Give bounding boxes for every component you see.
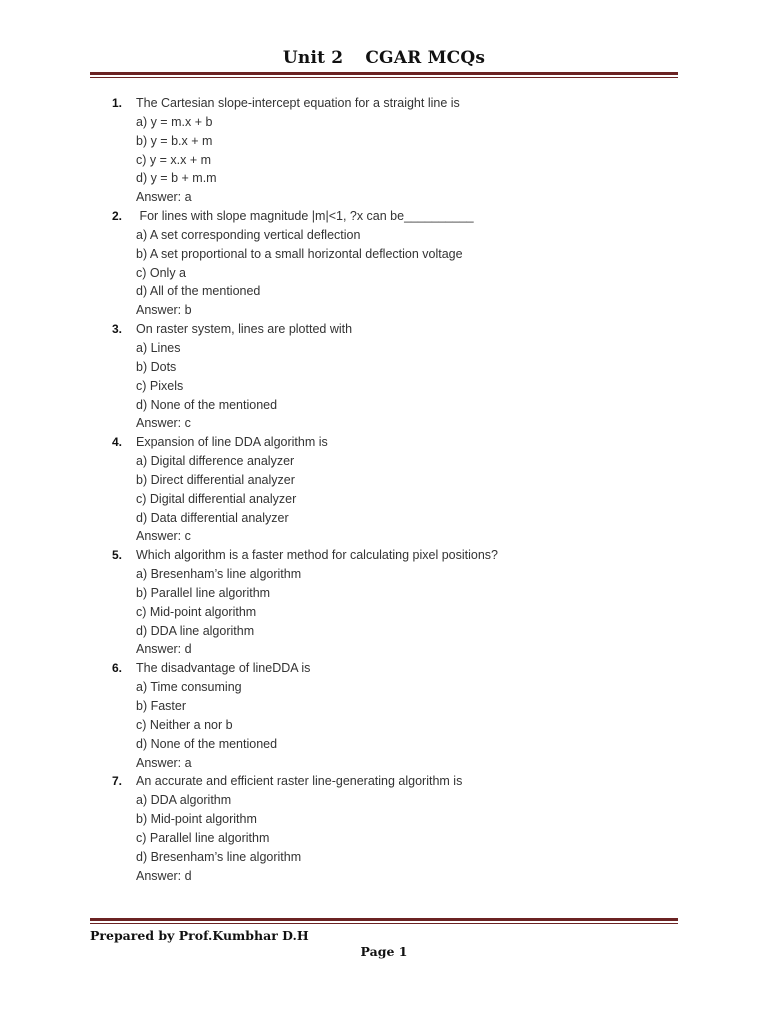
question-list: [100, 94, 660, 885]
question-item: [100, 659, 660, 772]
question-number: 3.: [112, 322, 123, 337]
question-text: The disadvantage of lineDDA is: [136, 661, 311, 676]
page-number: Page 1: [360, 944, 408, 959]
answer-option: b) y = b.x + m: [136, 133, 213, 148]
question-text: For lines with slope magnitude |m|<1, ?x can be__________: [136, 209, 474, 224]
question-item: [100, 546, 660, 659]
answer-option: a) y = m.x + b: [136, 114, 213, 129]
unit-label: Unit 2: [282, 48, 344, 68]
question-item: [100, 320, 660, 433]
answer-key: Answer: b: [136, 303, 192, 318]
page-title: [0, 48, 768, 68]
question-item: [100, 94, 660, 207]
answer-key: Answer: d: [136, 642, 192, 657]
answer-option: a) Lines: [136, 340, 181, 355]
question-number: 6.: [112, 661, 123, 676]
question-number: 7.: [112, 774, 123, 789]
answer-option: b) Faster: [136, 699, 187, 713]
prepared-by: Prepared by Prof.Kumbhar D.H: [90, 928, 309, 943]
question-text: Expansion of line DDA algorithm is: [136, 435, 328, 450]
answer-option: d) Bresenham’s line algorithm: [136, 849, 302, 864]
answer-option: d) DDA line algorithm: [136, 623, 255, 638]
answer-key: Answer: c: [136, 416, 191, 431]
question-number: 1.: [112, 96, 123, 110]
answer-option: a) A set corresponding vertical deflection: [136, 227, 361, 242]
question-text: An accurate and efficient raster line-generating algorithm is: [136, 774, 463, 789]
answer-option: b) Dots: [136, 359, 177, 374]
question-item: [100, 772, 660, 885]
answer-key: Answer: c: [136, 529, 191, 544]
answer-option: c) Mid-point algorithm: [136, 604, 257, 619]
answer-option: d) None of the mentioned: [136, 397, 278, 412]
answer-option: c) Pixels: [136, 378, 184, 393]
answer-key: Answer: a: [136, 190, 192, 205]
footer-divider: [90, 918, 678, 924]
header-divider: [90, 72, 678, 78]
answer-option: d) None of the mentioned: [136, 736, 278, 751]
answer-key: Answer: a: [136, 755, 192, 770]
question-item: [100, 207, 660, 320]
answer-key: Answer: d: [136, 868, 192, 883]
question-text: Which algorithm is a faster method for calculating pixel positions?: [136, 548, 498, 563]
answer-option: a) Time consuming: [136, 680, 242, 695]
answer-option: a) DDA algorithm: [136, 793, 232, 808]
answer-option: b) Direct differential analyzer: [136, 472, 295, 487]
answer-option: b) A set proportional to a small horizontal deflection voltage: [136, 246, 463, 261]
question-number: 5.: [112, 548, 123, 563]
answer-option: a) Bresenham’s line algorithm: [136, 567, 302, 582]
subject-label: CGAR MCQs: [365, 48, 486, 68]
question-item: [100, 433, 660, 546]
answer-option: d) y = b + m.m: [136, 171, 217, 186]
answer-option: c) Only a: [136, 265, 187, 280]
answer-option: c) Parallel line algorithm: [136, 830, 270, 845]
question-text: The Cartesian slope-intercept equation for a straight line is: [136, 96, 460, 110]
answer-option: d) All of the mentioned: [136, 284, 261, 299]
answer-option: c) Digital differential analyzer: [136, 491, 297, 506]
answer-option: a) Digital difference analyzer: [136, 454, 295, 469]
answer-option: b) Mid-point algorithm: [136, 812, 257, 827]
question-number: 4.: [112, 435, 123, 450]
answer-option: b) Parallel line algorithm: [136, 585, 271, 600]
question-text: On raster system, lines are plotted with: [136, 322, 353, 337]
question-number: 2.: [112, 209, 123, 224]
answer-option: c) Neither a nor b: [136, 717, 233, 732]
answer-option: c) y = x.x + m: [136, 152, 212, 167]
answer-option: d) Data differential analyzer: [136, 510, 289, 525]
